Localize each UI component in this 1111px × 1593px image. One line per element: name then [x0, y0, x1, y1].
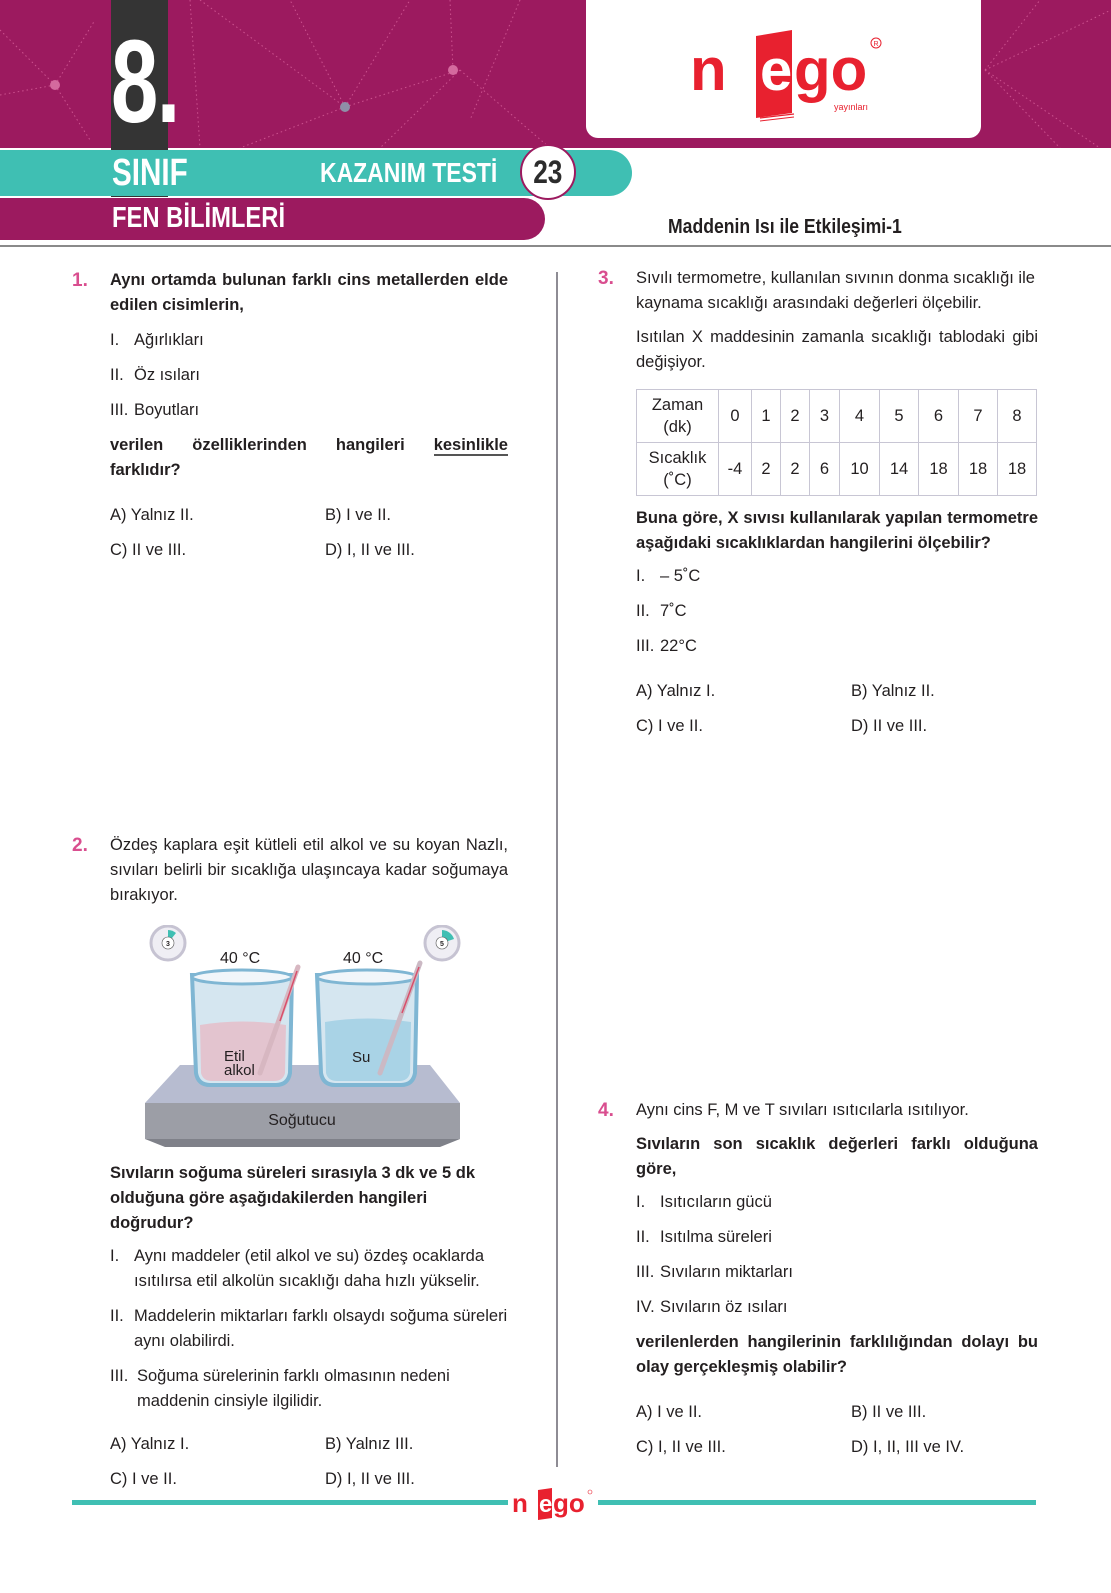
time-temperature-table — [636, 389, 1037, 496]
option-a[interactable]: A) Yalnız I. — [110, 1435, 190, 1453]
svg-text:go: go — [794, 36, 868, 103]
question-prompt: verilen özelliklerinden hangileri kesinlikle farklıdır? — [110, 436, 508, 479]
roman-item: I. Ağırlıkları — [110, 331, 204, 349]
option-c[interactable]: C) I ve II. — [636, 717, 703, 735]
header-divider — [0, 245, 1111, 247]
question-number: 3. — [598, 268, 614, 289]
roman-item: I. – 5˚C — [636, 567, 701, 585]
topic-title: Maddenin Isı ile Etkileşimi-1 — [668, 216, 902, 238]
roman-item: II. Isıtılma süreleri — [636, 1228, 772, 1246]
question-3 — [598, 266, 1038, 739]
question-number: 4. — [598, 1100, 614, 1121]
test-label: KAZANIM TESTİ — [320, 157, 498, 188]
nego-logo-icon — [690, 28, 900, 123]
answer-options — [636, 1400, 1038, 1460]
question-2 — [72, 833, 508, 908]
question-number: 2. — [72, 835, 88, 856]
svg-text:3: 3 — [166, 941, 170, 948]
table-row-time: Zaman (dk) 0 1 2 3 4 5 6 7 8 — [637, 390, 1037, 443]
question-prompt: Buna göre, X sıvısı kullanılarak yapılan termometre aşağıdaki sıcaklıklardan hangilerini ölçebilir? — [636, 509, 1038, 552]
table-row-temperature: Sıcaklık (˚C) -4 2 2 6 10 14 18 18 18 — [637, 443, 1037, 496]
option-d[interactable]: D) I, II ve III. — [325, 1470, 415, 1488]
question-stem: Sıvılı termometre, kullanılan sıvının donma sıcaklığı ile kaynama sıcaklığı arasındaki değerleri ölçebilir. — [636, 269, 1035, 312]
roman-item: II. 7˚C — [636, 602, 687, 620]
option-c[interactable]: C) II ve III. — [110, 541, 187, 559]
option-d[interactable]: D) II ve III. — [851, 717, 928, 735]
option-c[interactable]: C) I, II ve III. — [636, 1438, 726, 1456]
option-d[interactable]: D) I, II ve III. — [325, 541, 415, 559]
question-1 — [72, 268, 508, 563]
question-stem: Aynı cins F, M ve T sıvıları ısıtıcılarla ısıtılıyor. — [636, 1101, 969, 1119]
option-a[interactable]: A) Yalnız I. — [636, 682, 716, 700]
svg-text:yayınları: yayınları — [834, 102, 869, 112]
option-c[interactable]: C) I ve II. — [110, 1470, 177, 1488]
svg-text:Etil: Etil — [224, 1048, 245, 1065]
question-stem-2: Isıtılan X maddesinin zamanla sıcaklığı tablodaki gibi değişiyor. — [636, 328, 1038, 371]
cooling-experiment-figure — [140, 925, 470, 1150]
grade-label: SINIF — [112, 152, 188, 194]
roman-item: II. Maddelerin miktarları farklı olsaydı soğuma süreleri aynı olabilirdi. — [110, 1307, 508, 1350]
test-number-badge: 23 — [520, 144, 576, 200]
svg-text:go: go — [553, 1488, 585, 1518]
footer-line-right — [598, 1500, 1036, 1505]
footer-line-left — [72, 1500, 508, 1505]
svg-text:Soğutucu: Soğutucu — [268, 1112, 336, 1129]
question-prompt-2: verilenlerden hangilerinin farklılığından dolayı bu olay gerçekleşmiş olabilir? — [636, 1333, 1038, 1376]
svg-text:alkol: alkol — [224, 1062, 255, 1079]
question-number: 1. — [72, 270, 88, 291]
stopwatch-icon — [425, 926, 459, 960]
option-b[interactable]: B) I ve II. — [325, 506, 392, 524]
roman-item: III. Boyutları — [110, 401, 200, 419]
svg-text:e: e — [760, 38, 793, 103]
grade-number: 8. — [111, 16, 179, 148]
svg-text:n: n — [512, 1488, 528, 1518]
roman-item: IV. Sıvıların öz ısıları — [636, 1298, 788, 1316]
svg-text:n: n — [690, 36, 727, 103]
option-a[interactable]: A) Yalnız II. — [110, 506, 194, 524]
svg-text:e: e — [539, 1491, 553, 1518]
roman-item: III. Soğuma sürelerinin farklı olmasının nedeni maddenin cinsiyle ilgilidir. — [110, 1367, 450, 1410]
roman-item: III. Sıvıların miktarları — [636, 1263, 793, 1281]
answer-options — [110, 1432, 508, 1492]
question-4 — [598, 1098, 1038, 1460]
option-d[interactable]: D) I, II, III ve IV. — [851, 1438, 965, 1456]
option-b[interactable]: B) II ve III. — [851, 1403, 927, 1421]
subject-title: FEN BİLİMLERİ — [112, 202, 286, 234]
option-b[interactable]: B) Yalnız II. — [851, 682, 935, 700]
svg-text:R: R — [873, 41, 879, 48]
question-stem: Aynı ortamda bulunan farklı cins metallerden elde edilen cisimlerin, — [110, 271, 508, 314]
option-a[interactable]: A) I ve II. — [636, 1403, 703, 1421]
stopwatch-icon — [151, 926, 185, 960]
answer-options — [110, 503, 508, 563]
svg-text:40 °C: 40 °C — [220, 950, 261, 967]
answer-options — [636, 679, 1038, 739]
svg-text:40 °C: 40 °C — [343, 950, 384, 967]
question-prompt: Sıvıların soğuma süreleri sırasıyla 3 dk ve 5 dk olduğuna göre aşağıdakilerden hangileri doğrudur? — [110, 1164, 476, 1232]
roman-item: I. Aynı maddeler (etil alkol ve su) özdeş ocaklarda ısıtılırsa etil alkolün sıcaklığı daha hızlı yükselir. — [110, 1247, 485, 1290]
footer-nego-logo-icon — [512, 1486, 594, 1520]
emphasis-word: kesinlikle — [433, 436, 508, 454]
question-prompt: Sıvıların son sıcaklık değerleri farklı olduğuna göre, — [636, 1135, 1038, 1178]
roman-item: I. Isıtıcıların gücü — [636, 1193, 772, 1211]
svg-text:Su: Su — [352, 1049, 371, 1066]
option-b[interactable]: B) Yalnız III. — [325, 1435, 414, 1453]
roman-item: II. Öz ısıları — [110, 366, 201, 384]
question-stem: Özdeş kaplara eşit kütleli etil alkol ve su koyan Nazlı, sıvıları belirli bir sıcaklığa ulaşıncaya kadar soğumaya bırakıyor. — [110, 836, 508, 904]
question-2-body — [110, 1161, 508, 1492]
svg-text:5: 5 — [440, 941, 444, 948]
roman-item: III. 22°C — [636, 637, 697, 655]
column-divider — [556, 272, 558, 1467]
